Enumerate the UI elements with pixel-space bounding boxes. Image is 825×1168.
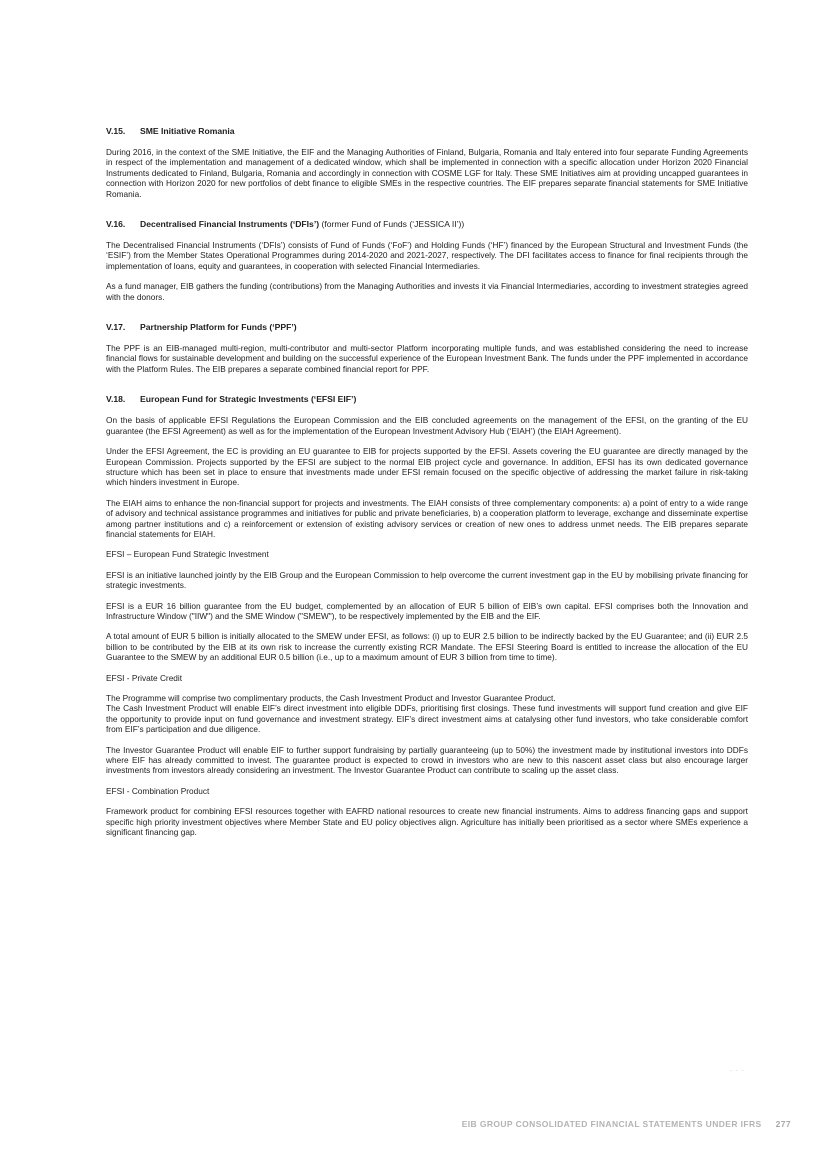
paragraph: Under the EFSI Agreement, the EC is providing an EU guarantee to EIB for projects supported by the EFSI. Assets covering the EU guarantee are directly managed by the European Commission. Projects supported by the EFSI are subject to the normal EIB project cycle and governance. In addition, EFSI has its own dedicated governance structure which has been set in place to ensure that investments made under EFSI remain focused on the specific objective of addressing the market failure in risk-taking which hinders investment in Europe. (106, 446, 748, 488)
section-title: SME Initiative Romania (140, 126, 235, 136)
section-v18 (106, 394, 748, 837)
section-heading (106, 394, 748, 405)
paragraph: As a fund manager, EIB gathers the funding (contributions) from the Managing Authorities and invests it via Financial Intermediaries, according to investment strategies agreed with the donors. (106, 281, 748, 302)
section-number: V.15. (106, 126, 126, 136)
document-body (106, 126, 748, 857)
page-footer (462, 1119, 791, 1129)
paragraph: A total amount of EUR 5 billion is initially allocated to the SMEW under EFSI, as follows: (i) up to EUR 2.5 billion to be indirectly backed by the EU Guarantee; and (ii) EUR 2.5 billion to be contributed by the EIB at its own risk to increase the currently existing RCR Mandate. The EFSI Steering Board is entitled to increase the allocation of the EU Guarantee to the SMEW by an additional EUR 0.5 billion (i.e., up to a maximum amount of EUR 3 billion from time to time). (106, 631, 748, 663)
section-title: European Fund for Strategic Investments (‘EFSI EIF’) (140, 394, 357, 405)
subsection-title: EFSI – European Fund Strategic Investment (106, 549, 269, 560)
paragraph: Framework product for combining EFSI resources together with EAFRD national resources to create new financial instruments. Aims to address financing gaps and support specific high priority investment objectives where Member State and EU policy objectives align. Agriculture has initially been prioritised as a sector where SMEs experience a significant financing gap. (106, 806, 748, 838)
section-number: V.16. (106, 219, 126, 230)
footer-title: EIB GROUP CONSOLIDATED FINANCIAL STATEMENTS UNDER IFRS (461, 1119, 762, 1129)
subsection-title: EFSI - Combination Product (106, 785, 210, 796)
section-heading (106, 126, 748, 137)
paragraph: EFSI is a EUR 16 billion guarantee from the EU budget, complemented by an allocation of EUR 5 billion of EIB’s own capital. EFSI comprises both the Innovation and Infrastructure Window ("IIW") and the SME Window ("SMEW"), to be respectively implemented by the EIB and the EIF. (106, 600, 748, 621)
section-v17 (106, 322, 748, 374)
faint-page-mark: - - - (730, 1068, 745, 1074)
page-number: 277 (775, 1119, 791, 1129)
paragraph: The Investor Guarantee Product will enable EIF to further support fundraising by partially guaranteeing (up to 50%) the investment made by institutional investors into DDFs where EIF has already committed to invest. The guarantee product is expected to crowd in investors who are new to this nascent asset class but also encourage larger investments from investors already considering an investment. The Investor Guarantee Product can contribute to scaling up the asset class. (106, 744, 748, 776)
section-number: V.17. (106, 322, 126, 333)
section-title: Decentralised Financial Instruments (‘DFIs’) (140, 219, 320, 230)
section-heading (106, 322, 748, 333)
paragraph: The EIAH aims to enhance the non-financial support for projects and investments. The EIAH consists of three complementary components: a) a point of entry to a wide range of advisory and technical assistance programmes and initiatives for public and private beneficiaries, b) a cooperation platform to leverage, exchange and disseminate expertise among partner institutions and c) a reinforcement or extension of existing advisory services or creation of new ones to address unmet needs. The EIB prepares separate financial statements for EIAH. (106, 497, 748, 539)
section-v16 (106, 219, 748, 302)
section-title: Partnership Platform for Funds (‘PPF’) (140, 322, 297, 333)
paragraph: The Programme will comprise two complimentary products, the Cash Investment Product and Investor Guarantee Product. The Cash Investment Product will enable EIF’s direct investment into eligible DDFs, prioritising first closings. These fund investments will support fund creation and give EIF the opportunity to provide input on fund governance and investment strategy. EIF’s direct investment aims at catalysing other fund investors, who take considerable comfort from EIF’s participation and due diligence. (106, 693, 748, 735)
paragraph: During 2016, in the context of the SME Initiative, the EIF and the Managing Authorities of Finland, Bulgaria, Romania and Italy entered into four separate Funding Agreements in respect of the implementation and management of a dedicated window, which shall be implemented in connection with a specific allocation under Horizon 2020 Financial Instruments dedicated to Finland, Bulgaria, Romania and accordingly in connection with COSME LGF for Italy. These SME Initiatives aim at providing uncapped guarantees in connection with Horizon 2020 for new portfolios of debt finance to eligible SMEs in the respective countries. The EIF prepares separate financial statements for SME Initiative Romania. (106, 147, 748, 199)
subsection-title: EFSI - Private Credit (106, 672, 183, 683)
paragraph: On the basis of applicable EFSI Regulations the European Commission and the EIB concluded agreements on the management of the EFSI, on the granting of the EU guarantee (the EFSI Agreement) as well as for the implementation of the European Investment Advisory Hub (‘EIAH’) (the EIAH Agreement). (106, 415, 748, 436)
section-number: V.18. (106, 394, 126, 405)
section-title-note: (former Fund of Funds (‘JESSICA II’)) (319, 219, 465, 230)
paragraph: The PPF is an EIB-managed multi-region, multi-contributor and multi-sector Platform incorporating multiple funds, and was established considering the need to increase financial flows for sustainable development and building on the successful experience of the European Investment Bank. The funds under the PPF implemented in accordance with the Platform Rules. The EIB prepares a separate combined financial report for PPF. (106, 343, 748, 374)
paragraph: EFSI is an initiative launched jointly by the EIB Group and the European Commission to help overcome the current investment gap in the EU by mobilising private financing for strategic investments. (106, 569, 748, 591)
section-heading (106, 219, 748, 230)
section-v15 (106, 126, 748, 199)
paragraph: The Decentralised Financial Instruments (‘DFIs’) consists of Fund of Funds (‘FoF’) and Holding Funds (‘HF’) financed by the European Structural and Investment Funds (the ‘ESIF’) from the Member States Operational Programmes during 2014-2020 and 2021-2027, respectively. The DFI facilitates access to finance for final recipients through the implementation of loans, equity and guarantees, in cooperation with selected Financial Intermediaries. (106, 240, 748, 271)
